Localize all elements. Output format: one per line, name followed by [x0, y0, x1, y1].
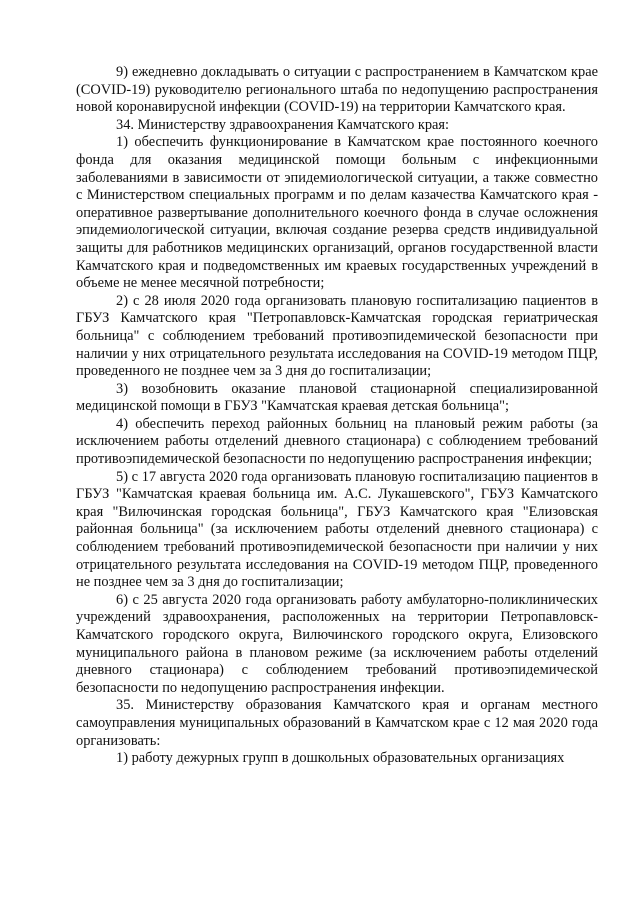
paragraph-item-1-duty-groups: 1) работу дежурных групп в дошкольных образовательных организациях: [116, 750, 565, 767]
paragraph-item-9-report: 9) ежедневно докладывать о ситуации с распространением в Камчатском крае (COVID-19) руководителю регионального штаба по недопущению распространения новой коронавирусной инфекции (COVID-19) на территории Камчатского края.: [76, 64, 598, 116]
paragraph-item-6-outpatient: 6) с 25 августа 2020 года организовать работу амбулаторно-поликлинических учреждений здравоохранения, расположенных на территории Петропавловск-Камчатского городского округа, Вилючинского городского округа, Елизовского муниципального района в плановом режиме (за исключением работы отделений дневного стационара) с соблюдением требований противоэпидемической безопасности по недопущению распространения инфекции.: [76, 591, 598, 696]
paragraph-item-5-hospitalization: 5) с 17 августа 2020 года организовать плановую госпитализацию пациентов в ГБУЗ "Камчатская краевая больница им. А.С. Лукашевского", ГБУЗ Камчатского края "Вилючинская городская больница", ГБУЗ Камчатского края "Елизовская районная больница" (за исключением работы отделений дневного стационара) с соблюдением требований противоэпидемической безопасности при наличии у них отрицательного результата исследования на COVID-19 методом ПЦР, проведенного не позднее чем за 3 дня до госпитализации;: [76, 468, 598, 591]
paragraph-item-3-children-hospital: 3) возобновить оказание плановой стационарной специализированной медицинской помощи в ГБУЗ "Камчатская краевая детская больница";: [76, 380, 598, 415]
paragraph-section-35-heading: 35. Министерству образования Камчатского края и органам местного самоуправления муниципальных образований в Камчатском крае с 12 мая 2020 года организовать:: [76, 697, 598, 749]
paragraph-item-2-geriatric-hospital: 2) с 28 июля 2020 года организовать плановую госпитализацию пациентов в ГБУЗ Камчатского края "Петропавловск-Камчатская городская гериатрическая больница" с соблюдением требований противоэпидемической безопасности при наличии у них отрицательного результата исследования на COVID-19 методом ПЦР, проведенного не позднее чем за 3 дня до госпитализации;: [76, 292, 598, 380]
paragraph-section-34-heading: 34. Министерству здравоохранения Камчатского края:: [116, 116, 450, 133]
paragraph-item-4-district-hospitals: 4) обеспечить переход районных больниц на плановый режим работы (за исключением работы отделений дневного стационара) с соблюдением требований противоэпидемической безопасности по недопущению распространения инфекции;: [76, 415, 598, 468]
document-page: [76, 64, 598, 768]
paragraph-item-1-bed-fund: 1) обеспечить функционирование в Камчатском крае постоянного коечного фонда для оказания медицинской помощи больным с инфекционными заболеваниями в зависимости от эпидемиологической ситуации, а также совместно с Министерством специальных программ и по делам казачества Камчатского края - оперативное развертывание дополнительного коечного фонда в случае осложнения эпидемиологической ситуации, включая создание резерва средств индивидуальной защиты для работников медицинских организаций, органов государственной власти Камчатского края и подведомственных им краевых государственных учреждений в объеме не менее месячной потребности;: [76, 134, 598, 292]
